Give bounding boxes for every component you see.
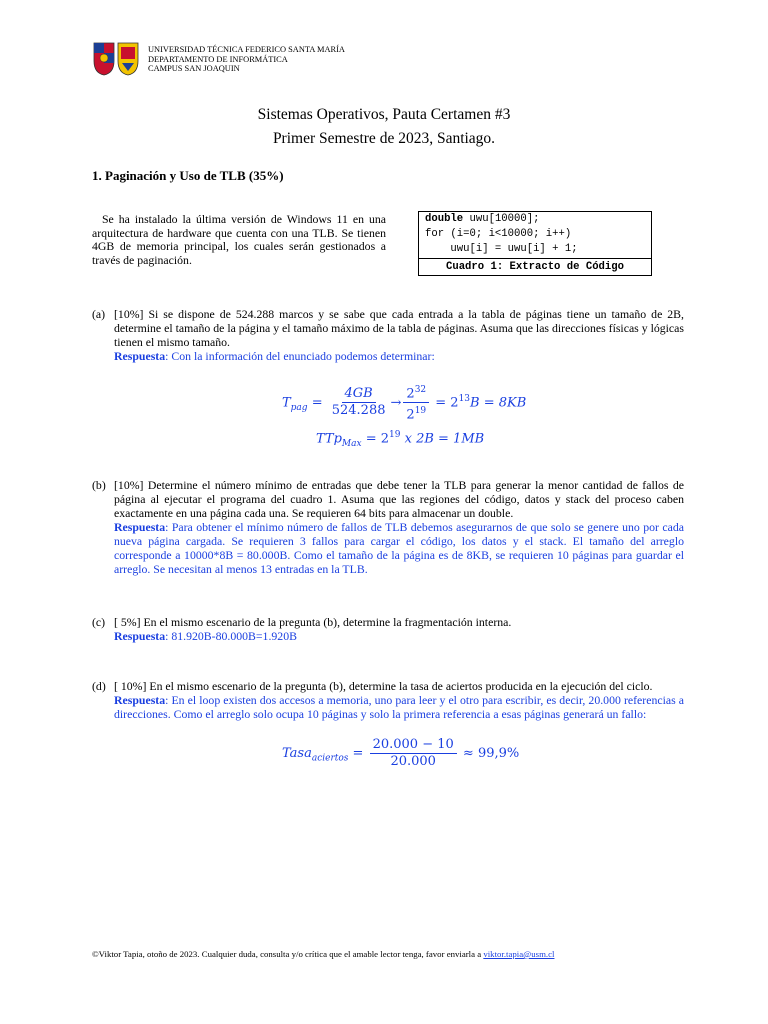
equation-hit-rate: Tasa$_{aciertos}$ = $\frac{20.000 - 10}{20.000}$ ≈ 99,9% xyxy=(282,737,520,769)
question-b xyxy=(92,478,692,588)
question-d-body xyxy=(114,679,684,721)
eq2-tail: x 2B = 1MB xyxy=(404,431,485,447)
code-box xyxy=(418,211,652,276)
equation-page-size: $T_{pag}$ = $\frac{4GB}{524.288}$ → $\frac{2^{32}}{2^{19}}$ = $2^{13}B = 8KB$ xyxy=(282,382,526,424)
code-caption: Cuadro 1: Extracto de Código xyxy=(419,258,651,277)
intro-text: Se ha instalado la última versión de Windows 11 en una arquitectura de hardware que cuenta con una TLB. Se tienen 4GB de memoria principal, los cuales serán gestionados a través de paginación. xyxy=(92,212,386,267)
eq1-fraction xyxy=(329,386,389,419)
eq1-lhs: T xyxy=(282,395,291,411)
institution-block xyxy=(148,45,345,74)
shield-logo-icon xyxy=(94,43,114,75)
department-name: DEPARTAMENTO DE INFORMÁTICA xyxy=(148,54,288,64)
footer-text: ©Viktor Tapia, otoño de 2023. Cualquier duda, consulta y/o crítica que el amable lector tenga, favor enviarla a xyxy=(92,949,484,959)
question-c xyxy=(92,615,692,647)
eq3-fraction xyxy=(370,737,457,770)
eq1-res-sup: 13 xyxy=(458,394,471,404)
question-a-text: [10%] Si se dispone de 524.288 marcos y se sabe que cada entrada a la tabla de páginas tiene un tamaño de 2B, determine el tamaño de la página y el tamaño máximo de la tabla de páginas. Asuma que las direcciones físicas y lógicas tienen el mismo tamaño. xyxy=(114,307,684,349)
question-c-label: (c) xyxy=(92,615,106,629)
section-heading: 1. Paginación y Uso de TLB (35%) xyxy=(92,168,284,183)
answer-d-label: Respuesta xyxy=(114,693,166,707)
answer-c-text: : 81.920B-80.000B=1.920B xyxy=(165,629,297,643)
question-b-body xyxy=(114,478,684,576)
crest-logo-icon xyxy=(118,43,138,75)
answer-a-label: Respuesta xyxy=(114,349,166,363)
code-keyword: double xyxy=(425,213,464,225)
question-c-text: [ 5%] En el mismo escenario de la pregunta (b), determine la fragmentación interna. xyxy=(114,615,512,629)
question-b-text: [10%] Determine el número mínimo de entradas que debe tener la TLB para generar la menor cantidad de fallos de página al ejecutar el programa del cuadro 1. Asuma que las regiones del código, datos y stack del proceso caben exactamente en una página cada una. Se requieren 64 bits para almacenar un double. xyxy=(114,478,684,520)
eq1-lhs-sub: pag xyxy=(290,402,308,413)
university-name: UNIVERSIDAD TÉCNICA FEDERICO SANTA MARÍA xyxy=(148,45,345,54)
answer-d-text: : En el loop existen dos accesos a memoria, uno para leer y el otro para escribir, es decir, 20.000 referencias a direcciones. Como el arreglo solo ocupa 10 páginas y solo la primera referencia a esas páginas generará un fallo: xyxy=(114,693,684,721)
eq1-num2: 2 xyxy=(406,386,415,402)
eq1-num2-sup: 32 xyxy=(414,385,427,395)
code-line-1 xyxy=(425,213,539,225)
question-a xyxy=(92,307,692,367)
eq1-num: 4GB xyxy=(342,386,376,403)
question-d xyxy=(92,679,692,743)
intro-paragraph xyxy=(92,213,386,267)
eq2-lhs-sub: Max xyxy=(341,438,362,449)
footer-email-link[interactable]: viktor.tapia@usm.cl xyxy=(483,949,555,959)
eq1-tail: B = 8KB xyxy=(470,395,527,411)
eq3-lhs: Tasa xyxy=(282,746,312,761)
answer-b-text: : Para obtener el mínimo número de fallos de TLB debemos asegurarnos de que solo se genere uno por cada nueva página cargada. Se requieren 3 fallos para cargar el código, los datos y el stack. El tamaño del arreglo corresponde a 10000*8B = 80.000B. Como el tamaño de la página es de 8KB, se requieren 10 páginas para guardar el arreglo. Se necesitan al menos 13 entradas en la TLB. xyxy=(114,520,684,576)
eq3-lhs-sub: aciertos xyxy=(311,753,349,764)
code-line-2: for (i=0; i<10000; i++) xyxy=(425,228,572,240)
eq3-num: 20.000 − 10 xyxy=(370,737,457,754)
question-a-label: (a) xyxy=(92,307,106,321)
document-subtitle: Primer Semestre de 2023, Santiago. xyxy=(272,130,496,147)
answer-b-label: Respuesta xyxy=(114,520,166,534)
equation-table-size xyxy=(316,430,484,449)
question-a-body xyxy=(114,307,684,363)
answer-c-label: Respuesta xyxy=(114,629,166,643)
eq1-fraction-2 xyxy=(403,382,429,424)
eq1-den2: 2 xyxy=(406,407,415,423)
document-title: Sistemas Operativos, Pauta Certamen #3 xyxy=(257,106,511,123)
footer xyxy=(92,949,554,959)
eq1-res: = 2 xyxy=(435,395,459,411)
question-d-text: [ 10%] En el mismo escenario de la pregunta (b), determine la tasa de aciertos producida en la ejecución del ciclo. xyxy=(114,679,653,693)
eq3-den: 20.000 xyxy=(390,754,436,769)
code-line-3: uwu[i] = uwu[i] + 1; xyxy=(425,243,578,255)
eq3-res: ≈ 99,9% xyxy=(462,746,520,761)
question-c-body xyxy=(114,615,684,643)
question-d-label: (d) xyxy=(92,679,106,693)
campus-name: CAMPUS SAN JOAQUIN xyxy=(148,64,240,74)
answer-a-text: : Con la información del enunciado podemos determinar: xyxy=(165,349,435,363)
eq2-mid-sup: 19 xyxy=(389,430,401,440)
eq1-den: 524.288 xyxy=(331,403,386,419)
code-line-1-rest: uwu[10000]; xyxy=(463,213,540,225)
eq2-lhs: TTp xyxy=(316,431,342,447)
eq1-den2-sup: 19 xyxy=(414,406,427,417)
eq2-mid: = 2 xyxy=(365,431,390,447)
question-b-label: (b) xyxy=(92,478,106,492)
university-logo xyxy=(92,41,140,77)
